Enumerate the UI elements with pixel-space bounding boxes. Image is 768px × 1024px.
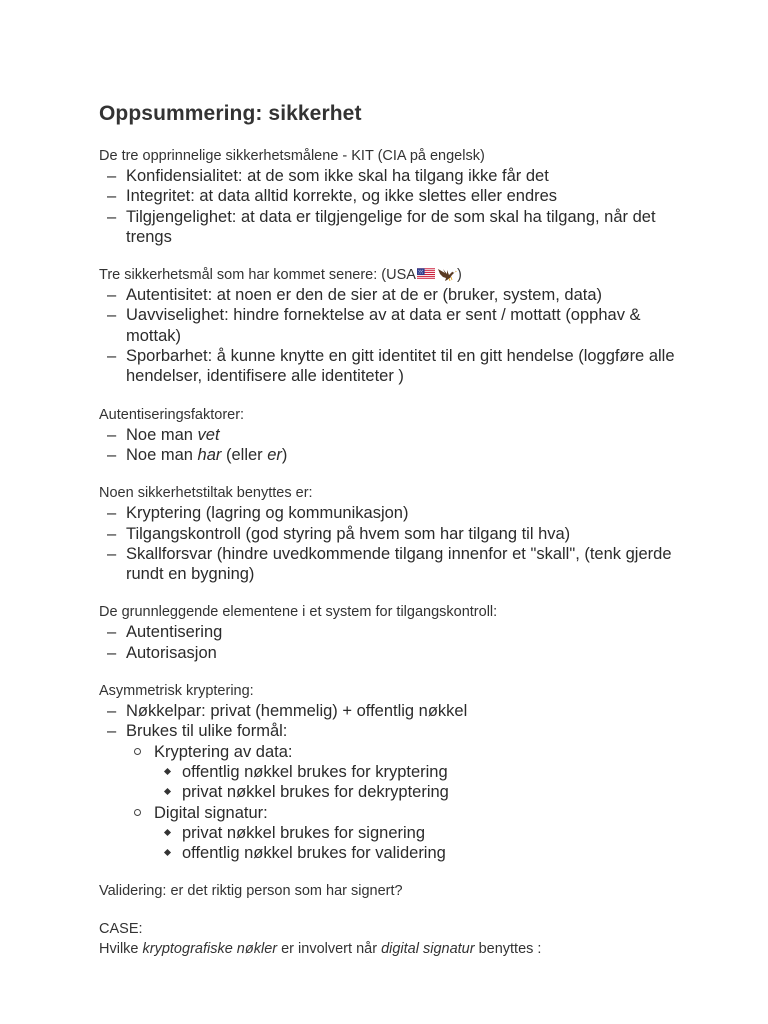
dash-marker: – xyxy=(107,702,117,721)
section-later-goals xyxy=(99,265,699,386)
diamond-bullet-icon xyxy=(164,768,171,775)
list-item: – Uavviselighet: hindre fornektelse av at data er sent / mottatt (opphav & mottak) xyxy=(107,306,641,345)
dash-marker: – xyxy=(107,187,117,206)
section-cia xyxy=(99,146,699,247)
list-item: – Autentisering xyxy=(107,623,223,642)
dash-marker: – xyxy=(107,722,117,741)
bullet-list xyxy=(99,285,699,386)
dash-marker: – xyxy=(107,286,117,305)
sub-sub-list-item: privat nøkkel brukes for signering xyxy=(154,823,699,843)
dash-marker: – xyxy=(107,347,117,366)
case-label: CASE: xyxy=(99,921,143,938)
dash-marker: – xyxy=(107,445,117,464)
section-asymmetric-crypto xyxy=(99,681,699,863)
bullet-list xyxy=(99,166,699,247)
dash-marker: – xyxy=(107,643,117,662)
dash-marker: – xyxy=(107,167,117,185)
bullet-list xyxy=(99,503,699,584)
section-intro: Asymmetrisk kryptering: xyxy=(99,683,254,700)
diamond-bullet-icon xyxy=(164,849,171,856)
list-item: – Autorisasjon xyxy=(107,643,217,662)
list-item: – Konfidensialitet: at de som ikke skal ha tilgang ikke får det xyxy=(107,167,549,185)
section-validation xyxy=(99,881,699,901)
dash-marker: – xyxy=(107,306,117,325)
sub-list-item: Digital signatur: privat nøkkel brukes for signering offentlig nøkkel brukes for validering xyxy=(126,803,699,864)
list-item: – Kryptering (lagring og kommunikasjon) xyxy=(107,504,409,523)
list-item: – Autentisitet: at noen er den de sier at de er (bruker, system, data) xyxy=(107,286,603,305)
sub-sub-list-item: offentlig nøkkel brukes for kryptering xyxy=(154,762,699,782)
dash-marker: – xyxy=(107,524,117,543)
sub-sub-list-item: offentlig nøkkel brukes for validering xyxy=(154,843,699,863)
diamond-bullet-icon xyxy=(164,788,171,795)
dash-marker: – xyxy=(107,623,117,642)
page-title: Oppsummering: sikkerhet xyxy=(99,102,362,125)
list-item: – Integritet: at data alltid korrekte, og ikke slettes eller endres xyxy=(107,187,558,206)
validation-text: Validering: er det riktig person som har signert? xyxy=(99,883,403,900)
section-security-measures xyxy=(99,483,699,584)
bullet-list xyxy=(99,425,699,466)
dash-marker: – xyxy=(107,425,117,444)
dash-marker: – xyxy=(107,207,117,226)
sub-list xyxy=(126,742,699,864)
list-item: – Skallforsvar (hindre uvedkommende tilgang innenfor et "skall", (tenk gjerde rundt en bygning) xyxy=(107,544,672,584)
section-access-control xyxy=(99,602,699,663)
section-intro: De grunnleggende elementene i et system for tilgangskontroll: xyxy=(99,604,498,621)
sub-list-item: Kryptering av data: offentlig nøkkel brukes for kryptering privat nøkkel brukes for dekryptering xyxy=(126,742,699,803)
sub-sub-list xyxy=(154,823,699,864)
sub-sub-list xyxy=(154,762,699,803)
list-item: – Brukes til ulike formål: Kryptering av data: offentlig nøkkel brukes for kryptering privat nøkkel brukes for dekryptering Digital signatur: privat nøkkel brukes for signering offentlig nøkkel brukes for validering xyxy=(99,721,699,863)
dash-marker: – xyxy=(107,544,117,563)
us-flag-icon xyxy=(417,268,435,280)
section-case xyxy=(99,919,699,959)
section-intro: Tre sikkerhetsmål som har kommet senere: (USA ) xyxy=(99,267,462,284)
circle-bullet-icon xyxy=(134,748,141,755)
diamond-bullet-icon xyxy=(164,829,171,836)
eagle-icon xyxy=(437,266,457,282)
list-item: – Noe man vet xyxy=(107,425,220,444)
section-auth-factors xyxy=(99,405,699,466)
list-item: – Nøkkelpar: privat (hemmelig) + offentlig nøkkel xyxy=(107,702,468,721)
section-intro: Noen sikkerhetstiltak benyttes er: xyxy=(99,485,313,502)
list-item: – Tilgangskontroll (god styring på hvem som har tilgang til hva) xyxy=(107,524,571,543)
list-item: – Noe man har (eller er) xyxy=(107,445,288,464)
case-question: Hvilke kryptografiske nøkler er involvert når digital signatur benyttes : xyxy=(99,941,542,958)
bullet-list xyxy=(99,701,699,863)
dash-marker: – xyxy=(107,504,117,523)
list-item: – Tilgjengelighet: at data er tilgjengelige for de som skal ha tilgang, når det trengs xyxy=(107,207,656,246)
section-intro: De tre opprinnelige sikkerhetsmålene - KIT (CIA på engelsk) xyxy=(99,148,485,164)
bullet-list xyxy=(99,622,699,663)
circle-bullet-icon xyxy=(134,809,141,816)
document-page xyxy=(99,100,699,977)
section-intro: Autentiseringsfaktorer: xyxy=(99,406,245,423)
list-item: – Sporbarhet: å kunne knytte en gitt identitet til en gitt hendelse (loggføre alle hendelser, identifisere alle identiteter ) xyxy=(107,347,675,386)
sub-sub-list-item: privat nøkkel brukes for dekryptering xyxy=(154,782,699,802)
